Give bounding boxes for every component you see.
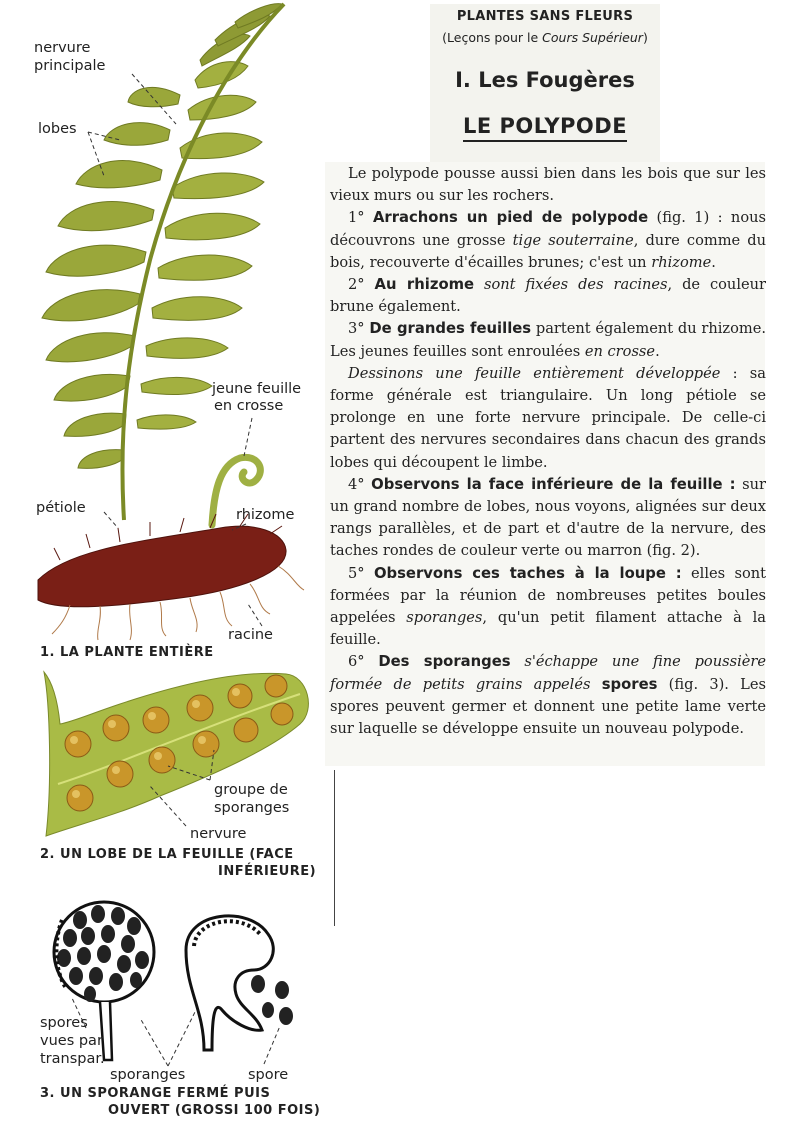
paragraph-intro: Le polypode pousse aussi bien dans les bois que sur les vieux murs ou sur les rochers.	[330, 165, 766, 205]
label-spores: spores	[40, 1015, 88, 1031]
label-transpar: transpar.	[40, 1051, 105, 1067]
label-petiole: pétiole	[36, 500, 86, 516]
lesson-body	[330, 163, 766, 740]
label-principale: principale	[34, 58, 106, 74]
label-lobes: lobes	[38, 121, 77, 137]
label-rhizome: rhizome	[236, 507, 295, 523]
paragraph-3b: Dessinons une feuille entièrement développée : sa forme générale est triangulaire. Un long pétiole se prolonge en une forte nervure principale. De celle-ci partent des nervures secondaires dans chacun des grands lobes qui découpent le limbe.	[330, 364, 766, 471]
lesson-title: LE POLYPODE	[430, 114, 660, 138]
chapter-title: I. Les Fougères	[455, 68, 635, 92]
caption-figure-3-line2: OUVERT (GROSSI 100 FOIS)	[108, 1103, 321, 1118]
label-sporanges-fig3: sporanges	[110, 1067, 186, 1083]
label-groupe-de: groupe de	[214, 782, 288, 798]
paragraph-4: 4° Observons la face inférieure de la feuille : sur un grand nombre de lobes, nous voyons, alignées sur deux rangs parallèles, et de part et d'autre de la nervure, des taches rondes de couleur verte ou marron (fig. 2).	[330, 475, 766, 560]
paragraph-2: 2° Au rhizome sont fixées des racines, de couleur brune également.	[330, 276, 766, 316]
paragraph-6: 6° Des sporanges s'échappe une fine poussière formée de petits grains appelés spores (fig. 3). Les spores peuvent germer et donnent une petite lame verte sur laquelle se développe ensuite un nouveau polypode.	[330, 653, 767, 738]
caption-figure-2-line1: 2. UN LOBE DE LA FEUILLE (FACE	[40, 847, 294, 862]
section-title: PLANTES SANS FLEURS	[456, 9, 634, 24]
figure-sporange	[0, 890, 330, 1125]
label-spore: spore	[248, 1067, 289, 1083]
label-jeune-feuille: jeune feuille	[212, 381, 302, 397]
figure-leaf-lobe	[0, 664, 330, 884]
paragraph-3: 3° De grandes feuilles partent également du rhizome. Les jeunes feuilles sont enroulées en crosse.	[330, 320, 767, 360]
caption-figure-3-line1: 3. UN SPORANGE FERMÉ PUIS	[40, 1086, 271, 1101]
label-sporanges: sporanges	[214, 800, 290, 816]
caption-figure-1: 1. LA PLANTE ENTIÈRE	[40, 645, 214, 660]
label-racine: racine	[228, 627, 273, 643]
figure-whole-plant	[0, 0, 330, 660]
label-vues-par: vues par	[40, 1033, 103, 1049]
paragraph-1: 1° Arrachons un pied de polypode (fig. 1) : nous découvrons une grosse tige souterraine, dure comme du bois, recouverte d'écailles brunes; c'est un rhizome.	[330, 209, 767, 271]
paragraph-5: 5° Observons ces taches à la loupe : elles sont formées par la réunion de nombreuses petites boules appelées sporanges, qu'un petit filament attache à la feuille.	[330, 564, 766, 649]
section-subtitle: (Leçons pour le Cours Supérieur)	[442, 30, 648, 45]
caption-figure-2-line2: INFÉRIEURE)	[218, 864, 317, 879]
label-en-crosse: en crosse	[214, 398, 284, 414]
fern-plant-illustration	[0, 0, 330, 660]
label-nervure: nervure	[34, 40, 91, 56]
label-nervure-lobe: nervure	[190, 826, 247, 842]
column-divider	[334, 770, 335, 926]
